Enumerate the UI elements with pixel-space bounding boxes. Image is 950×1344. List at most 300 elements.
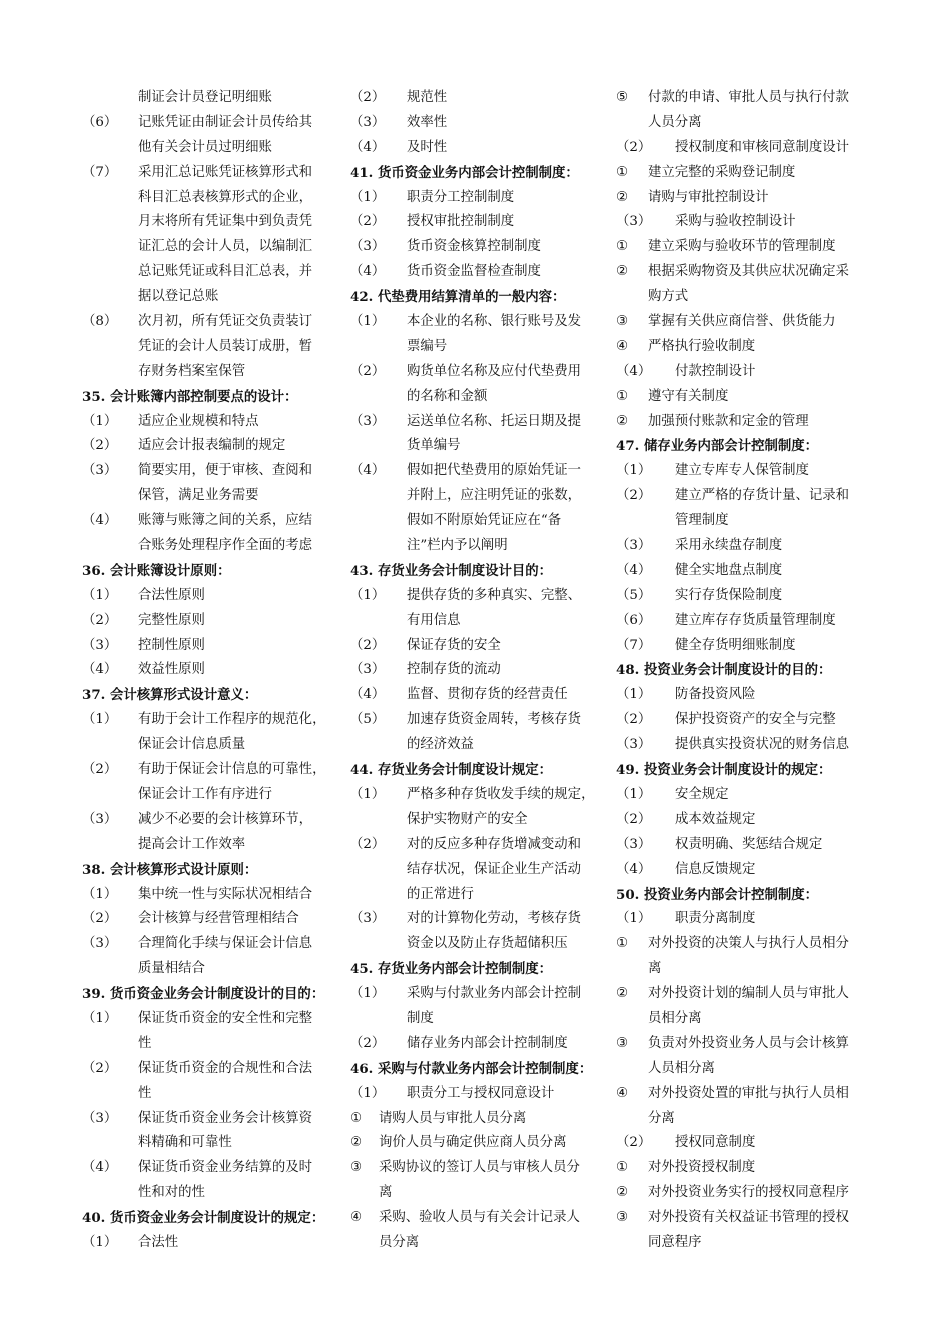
heading-text: 46. 采购与付款业务内部会计控制制度：	[350, 1060, 593, 1077]
line-text: 授权审批控制制度	[407, 214, 515, 230]
list-line	[82, 634, 340, 659]
list-marker: （1）	[82, 886, 118, 902]
list-line	[82, 86, 340, 111]
list-line	[616, 235, 874, 260]
list-line	[350, 858, 608, 883]
line-text: 料精确和可靠性	[138, 1135, 232, 1151]
line-text: 提高会计工作效率	[138, 836, 246, 852]
list-marker: ②	[616, 189, 629, 205]
line-text: 分离	[648, 1110, 675, 1126]
list-line	[616, 559, 874, 584]
list-marker: （2）	[350, 363, 386, 379]
list-line	[616, 210, 874, 235]
list-line	[616, 584, 874, 609]
line-text: 储存业务内部会计控制制度	[407, 1035, 568, 1051]
list-line	[350, 658, 608, 683]
line-text: 货单编号	[407, 438, 461, 454]
line-text: 提供存货的多种真实、完整、	[407, 587, 582, 603]
line-text: 保证会计信息质量	[138, 737, 246, 753]
list-marker: （1）	[350, 189, 386, 205]
line-text: 采用汇总记账凭证核算形式和	[138, 164, 313, 180]
list-line	[350, 1181, 608, 1206]
list-line	[616, 1032, 874, 1057]
line-text: 资金以及防止存货超储积压	[407, 936, 568, 952]
list-line	[350, 833, 608, 858]
list-line	[82, 111, 340, 136]
list-marker: （3）	[82, 811, 118, 827]
section-heading	[350, 1057, 608, 1082]
line-text: 他有关会计员过明细账	[138, 139, 272, 155]
list-marker: ①	[616, 388, 629, 404]
list-line	[616, 1231, 874, 1256]
line-text: 制度	[407, 1010, 434, 1026]
section-heading	[82, 982, 340, 1007]
section-heading	[82, 559, 340, 584]
list-marker: （1）	[350, 587, 386, 603]
section-heading	[350, 559, 608, 584]
list-line	[616, 285, 874, 310]
line-text: 对外投资有关权益证书管理的授权	[648, 1210, 849, 1226]
line-text: 购货单位名称及应付代垫费用	[407, 363, 582, 379]
heading-text: 47. 储存业务内部会计控制制度：	[616, 438, 819, 455]
list-marker: （2）	[82, 911, 118, 927]
line-text: 账簿与账簿之间的关系，应结	[138, 513, 313, 529]
line-text: 有用信息	[407, 612, 461, 628]
list-marker: ②	[616, 264, 629, 280]
list-line	[350, 683, 608, 708]
line-text: 职责分离制度	[675, 911, 756, 927]
line-text: 合法性原则	[138, 587, 205, 603]
line-text: 存财务档案室保管	[138, 363, 246, 379]
list-line	[616, 783, 874, 808]
list-line	[616, 136, 874, 161]
list-marker: （2）	[350, 90, 386, 105]
line-text: 健全存货明细账制度	[675, 637, 796, 653]
line-text: 效率性	[407, 114, 448, 130]
list-marker: （4）	[350, 264, 386, 280]
line-text: 票编号	[407, 338, 448, 354]
line-text: 证汇总的会计人员，以编制汇	[138, 239, 313, 255]
line-text: 保证会计工作有序进行	[138, 786, 272, 802]
list-marker: （2）	[82, 612, 118, 628]
list-marker: ③	[616, 1210, 629, 1226]
list-line	[350, 260, 608, 285]
heading-text: 45. 存货业务内部会计控制制度：	[350, 961, 553, 978]
list-marker: ②	[616, 986, 629, 1002]
line-text: 遵守有关制度	[648, 388, 729, 404]
list-marker: （1）	[616, 463, 652, 479]
line-text: 采购协议的签订人员与审核人员分	[379, 1160, 580, 1176]
line-text: 付款控制设计	[675, 363, 756, 379]
line-text: 集中统一性与实际状况相结合	[138, 886, 313, 902]
line-text: 职责分工控制制度	[407, 189, 515, 205]
line-text: 保护投资资产的安全与完整	[675, 712, 836, 728]
list-marker: （3）	[82, 936, 118, 952]
list-line	[82, 235, 340, 260]
section-heading	[350, 758, 608, 783]
section-heading	[350, 957, 608, 982]
line-text: 质量相结合	[138, 961, 205, 977]
list-marker: ⑤	[616, 90, 629, 105]
list-line	[350, 86, 608, 111]
section-heading	[616, 434, 874, 459]
heading-text: 35. 会计账簿内部控制要点的设计：	[82, 388, 298, 405]
list-line	[82, 1082, 340, 1107]
list-line	[350, 385, 608, 410]
list-line	[350, 459, 608, 484]
list-marker: （3）	[616, 836, 652, 852]
list-line	[350, 1156, 608, 1181]
list-line	[350, 1007, 608, 1032]
heading-text: 43. 存货业务会计制度设计目的：	[350, 562, 553, 579]
list-line	[616, 111, 874, 136]
list-line	[82, 758, 340, 783]
list-line	[616, 808, 874, 833]
line-text: 本企业的名称、银行账号及发	[407, 314, 582, 330]
list-marker: ③	[616, 1035, 629, 1051]
list-line	[616, 484, 874, 509]
line-text: 对的计算物化劳动，考核存货	[407, 911, 582, 927]
line-text: 保管，满足业务需要	[138, 488, 259, 504]
list-line	[82, 932, 340, 957]
list-line	[82, 410, 340, 435]
list-marker: （4）	[616, 562, 652, 578]
list-marker: （3）	[350, 662, 386, 678]
line-text: 保护实物财产的安全	[407, 811, 528, 827]
list-line	[350, 186, 608, 211]
line-text: 请购人员与审批人员分离	[379, 1110, 527, 1126]
list-line	[82, 484, 340, 509]
list-marker: （1）	[350, 786, 386, 802]
list-marker: （2）	[616, 488, 652, 504]
line-text: 建立采购与验收环节的管理制度	[648, 239, 836, 255]
section-heading	[82, 1206, 340, 1231]
line-text: 适应会计报表编制的规定	[138, 438, 286, 454]
line-text: 性	[138, 1035, 152, 1051]
list-line	[82, 1181, 340, 1206]
line-text: 监督、贯彻存货的经营责任	[407, 687, 568, 703]
list-line	[82, 1107, 340, 1132]
list-line	[350, 634, 608, 659]
list-marker: （1）	[350, 1085, 386, 1101]
list-marker: （1）	[82, 712, 118, 728]
list-line	[82, 310, 340, 335]
line-text: 授权制度和审核同意制度设计	[675, 139, 850, 155]
list-line	[82, 360, 340, 385]
line-text: 保证货币资金业务会计核算资	[138, 1110, 313, 1126]
section-heading	[616, 883, 874, 908]
list-line	[82, 260, 340, 285]
list-marker: （1）	[82, 587, 118, 603]
list-marker: ②	[616, 1185, 629, 1201]
list-line	[82, 434, 340, 459]
line-text: 合法性	[138, 1234, 179, 1250]
line-text: 并附上，应注明凭证的张数，	[407, 488, 582, 504]
list-line	[82, 658, 340, 683]
list-marker: （3）	[82, 463, 118, 479]
section-heading	[82, 683, 340, 708]
list-line	[616, 310, 874, 335]
list-line	[350, 360, 608, 385]
line-text: 对外投资处置的审批与执行人员相	[648, 1085, 849, 1101]
list-line	[82, 708, 340, 733]
list-marker: （4）	[82, 662, 118, 678]
line-text: 职责分工与授权同意设计	[407, 1085, 555, 1101]
list-line	[616, 1156, 874, 1181]
line-text: 人员相分离	[648, 1060, 715, 1076]
list-marker: （2）	[616, 139, 652, 155]
line-text: 次月初，所有凭证交负责装订	[138, 314, 313, 330]
list-line	[350, 310, 608, 335]
list-marker: （4）	[616, 363, 652, 379]
list-line	[82, 733, 340, 758]
list-marker: ③	[350, 1160, 363, 1176]
section-heading	[350, 161, 608, 186]
line-text: 运送单位名称、托运日期及提	[407, 413, 582, 429]
line-text: 根据采购物资及其供应状况确定采	[648, 264, 849, 280]
list-marker: （2）	[82, 438, 118, 454]
line-text: 对的反应多种存货增减变动和	[407, 836, 582, 852]
line-text: 健全实地盘点制度	[675, 562, 783, 578]
list-marker: （4）	[350, 463, 386, 479]
list-line	[616, 534, 874, 559]
line-text: 建立专库专人保管制度	[675, 463, 809, 479]
line-text: 完整性原则	[138, 612, 205, 628]
list-marker: （3）	[350, 114, 386, 130]
list-marker: （2）	[350, 214, 386, 230]
list-marker: （6）	[616, 612, 652, 628]
line-text: 采购与验收控制设计	[675, 214, 796, 230]
line-text: 据以登记总账	[138, 289, 219, 305]
list-line	[616, 86, 874, 111]
heading-text: 44. 存货业务会计制度设计规定：	[350, 762, 553, 779]
list-line	[616, 634, 874, 659]
list-line	[350, 484, 608, 509]
list-line	[82, 534, 340, 559]
line-text: 建立严格的存货计量、记录和	[675, 488, 850, 504]
line-text: 规范性	[407, 90, 448, 105]
line-text: 员相分离	[648, 1010, 702, 1026]
line-text: 离	[648, 961, 662, 977]
list-marker: （3）	[616, 214, 652, 230]
list-line	[350, 1206, 608, 1231]
list-marker: ④	[350, 1210, 363, 1226]
list-line	[82, 1231, 340, 1256]
list-marker: （1）	[82, 413, 118, 429]
list-line	[350, 708, 608, 733]
list-line	[616, 609, 874, 634]
heading-text: 50. 投资业务内部会计控制制度：	[616, 886, 819, 903]
list-marker: （2）	[82, 1060, 118, 1076]
list-line	[616, 858, 874, 883]
list-line	[616, 1057, 874, 1082]
list-line	[616, 683, 874, 708]
line-text: 付款的申请、审批人员与执行付款	[648, 90, 849, 105]
list-line	[350, 1131, 608, 1156]
line-text: 严格执行验收制度	[648, 338, 756, 354]
list-marker: （1）	[616, 786, 652, 802]
list-marker: （4）	[350, 687, 386, 703]
list-marker: （6）	[82, 114, 118, 130]
list-marker: ①	[616, 936, 629, 952]
line-text: 采购、验收人员与有关会计记录人	[379, 1210, 580, 1226]
heading-text: 41. 货币资金业务内部会计控制制度：	[350, 164, 579, 181]
list-marker: ①	[616, 1160, 629, 1176]
list-marker: （2）	[350, 637, 386, 653]
list-line	[82, 186, 340, 211]
column-right	[616, 86, 874, 1256]
heading-text: 40. 货币资金业务会计制度设计的规定：	[82, 1210, 325, 1227]
list-marker: （3）	[82, 637, 118, 653]
list-line	[82, 833, 340, 858]
line-text: 加强预付账款和定金的管理	[648, 413, 809, 429]
list-line	[82, 1131, 340, 1156]
line-text: 的名称和金额	[407, 388, 488, 404]
line-text: 成本效益规定	[675, 811, 756, 827]
line-text: 防备投资风险	[675, 687, 756, 703]
line-text: 性	[138, 1085, 152, 1101]
line-text: 科目汇总表核算形式的企业，	[138, 189, 313, 205]
list-line	[616, 360, 874, 385]
line-text: 有助于保证会计信息的可靠性，	[138, 762, 326, 778]
list-line	[350, 883, 608, 908]
list-line	[350, 434, 608, 459]
list-line	[616, 1082, 874, 1107]
list-line	[82, 335, 340, 360]
heading-text: 48. 投资业务会计制度设计的目的：	[616, 662, 832, 679]
list-marker: （3）	[82, 1110, 118, 1126]
line-text: 保证货币资金业务结算的及时	[138, 1160, 313, 1176]
list-line	[616, 410, 874, 435]
line-text: 实行存货保险制度	[675, 587, 783, 603]
line-text: 同意程序	[648, 1234, 702, 1250]
list-marker: （1）	[616, 687, 652, 703]
line-text: 假如把代垫费用的原始凭证一	[407, 463, 582, 479]
line-text: 合账务处理程序作全面的考虑	[138, 538, 313, 554]
line-text: 记账凭证由制证会计员传给其	[138, 114, 313, 130]
list-marker: ①	[616, 164, 629, 180]
list-marker: （5）	[350, 712, 386, 728]
line-text: 控制性原则	[138, 637, 205, 653]
line-text: 保证存货的安全	[407, 637, 501, 653]
list-marker: （1）	[350, 986, 386, 1002]
list-line	[616, 982, 874, 1007]
list-line	[616, 907, 874, 932]
list-line	[616, 260, 874, 285]
line-text: 信息反馈规定	[675, 861, 756, 877]
line-text: 控制存货的流动	[407, 662, 501, 678]
line-text: 简要实用，便于审核、查阅和	[138, 463, 313, 479]
list-line	[82, 808, 340, 833]
line-text: 效益性原则	[138, 662, 205, 678]
list-marker: （2）	[82, 762, 118, 778]
list-line	[350, 111, 608, 136]
line-text: 注”栏内予以阐明	[407, 538, 508, 554]
list-line	[616, 833, 874, 858]
list-line	[350, 136, 608, 161]
line-text: 假如不附原始凭证应在“备	[407, 513, 562, 529]
list-marker: （1）	[616, 911, 652, 927]
list-marker: （2）	[616, 712, 652, 728]
line-text: 对外投资业务实行的授权同意程序	[648, 1185, 849, 1201]
list-marker: （4）	[350, 139, 386, 155]
line-text: 负责对外投资业务人员与会计核算	[648, 1035, 849, 1051]
line-text: 购方式	[648, 289, 689, 305]
line-text: 建立库存存货质量管理制度	[675, 612, 836, 628]
section-heading	[350, 285, 608, 310]
list-line	[82, 136, 340, 161]
list-marker: ③	[616, 314, 629, 330]
list-line	[350, 235, 608, 260]
line-text: 会计核算与经营管理相结合	[138, 911, 299, 927]
list-line	[616, 957, 874, 982]
list-line	[82, 883, 340, 908]
list-line	[82, 1156, 340, 1181]
list-line	[82, 210, 340, 235]
section-heading	[616, 658, 874, 683]
line-text: 请购与审批控制设计	[648, 189, 769, 205]
line-text: 合理简化手续与保证会计信息	[138, 936, 313, 952]
column-middle	[350, 86, 608, 1256]
line-text: 对外投资授权制度	[648, 1160, 756, 1176]
line-text: 建立完整的采购登记制度	[648, 164, 796, 180]
list-line	[82, 609, 340, 634]
line-text: 保证货币资金的合规性和合法	[138, 1060, 313, 1076]
list-line	[82, 1032, 340, 1057]
section-heading	[82, 385, 340, 410]
line-text: 对外投资计划的编制人员与审批人	[648, 986, 849, 1002]
list-line	[350, 1032, 608, 1057]
line-text: 询价人员与确定供应商人员分离	[379, 1135, 567, 1151]
list-marker: （2）	[350, 836, 386, 852]
list-marker: ②	[616, 413, 629, 429]
line-text: 适应企业规模和特点	[138, 413, 259, 429]
list-marker: （1）	[350, 314, 386, 330]
list-marker: （3）	[350, 239, 386, 255]
list-marker: （1）	[82, 1234, 118, 1250]
list-marker: ④	[616, 1085, 629, 1101]
list-marker: （4）	[82, 513, 118, 529]
list-marker: （8）	[82, 314, 118, 330]
list-line	[350, 584, 608, 609]
list-line	[616, 186, 874, 211]
list-marker: （3）	[350, 413, 386, 429]
list-line	[616, 459, 874, 484]
list-line	[616, 385, 874, 410]
line-text: 严格多种存货收发手续的规定，	[407, 786, 595, 802]
section-heading	[82, 858, 340, 883]
list-line	[616, 1181, 874, 1206]
line-text: 的经济效益	[407, 737, 474, 753]
list-line	[616, 932, 874, 957]
heading-text: 39. 货币资金业务会计制度设计的目的：	[82, 986, 325, 1003]
list-line	[82, 783, 340, 808]
line-text: 对外投资的决策人与执行人员相分	[648, 936, 849, 952]
section-heading	[616, 758, 874, 783]
list-marker: （2）	[350, 1035, 386, 1051]
list-line	[350, 982, 608, 1007]
line-text: 月末将所有凭证集中到负责凭	[138, 214, 313, 230]
list-line	[82, 509, 340, 534]
line-text: 加速存货资金周转，考核存货	[407, 712, 582, 728]
column-left	[82, 86, 340, 1256]
list-line	[350, 210, 608, 235]
list-line	[350, 907, 608, 932]
line-text: 货币资金监督检查制度	[407, 264, 541, 280]
list-line	[350, 1082, 608, 1107]
list-marker: ①	[616, 239, 629, 255]
list-line	[616, 1107, 874, 1132]
